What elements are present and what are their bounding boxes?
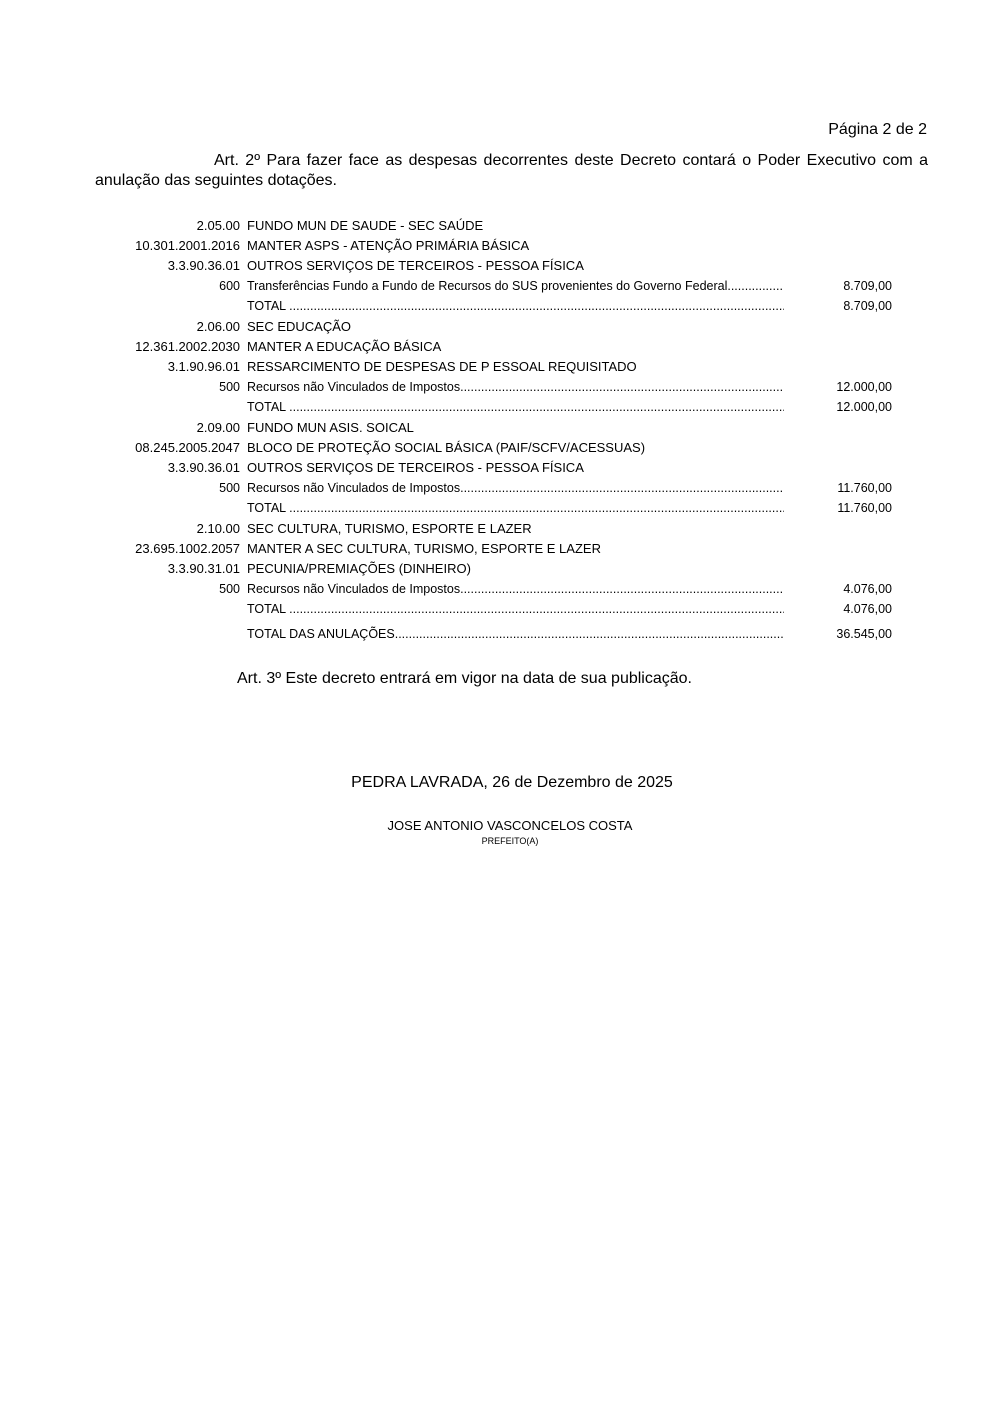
source-row (95, 579, 895, 599)
element-row (95, 256, 895, 276)
element-code: 3.3.90.36.01 (167, 460, 240, 475)
element-row (95, 458, 895, 478)
total-row (95, 498, 895, 519)
total-amount: 12.000,00 (836, 400, 892, 414)
source-code: 500 (219, 582, 240, 596)
unit-name: SEC EDUCAÇÃO (247, 319, 352, 334)
element-row (95, 357, 895, 377)
program-code: 12.361.2002.2030 (135, 339, 240, 354)
program-name: MANTER ASPS - ATENÇÃO PRIMÁRIA BÁSICA (247, 238, 530, 253)
unit-row (95, 216, 895, 236)
element-code: 3.1.90.96.01 (167, 359, 240, 374)
page-number: Página 2 de 2 (828, 121, 927, 138)
program-code: 10.301.2001.2016 (135, 238, 240, 253)
element-name: OUTROS SERVIÇOS DE TERCEIROS - PESSOA FÍSICA (247, 258, 584, 273)
total-row (95, 599, 895, 620)
grand-total-amount: 36.545,00 (836, 627, 892, 641)
annulment-table (95, 216, 895, 644)
element-name: PECUNIA/PREMIAÇÕES (DINHEIRO) (247, 561, 471, 576)
total-label: TOTAL ..... (247, 397, 784, 417)
total-row (95, 296, 895, 317)
total-label: TOTAL ..... (247, 599, 784, 619)
unit-code: 2.09.00 (196, 420, 240, 435)
unit-row (95, 317, 895, 337)
unit-name: SEC CULTURA, TURISMO, ESPORTE E LAZER (247, 521, 532, 536)
grand-total-row (95, 624, 895, 644)
program-code: 23.695.1002.2057 (135, 541, 240, 556)
signer-role: PREFEITO(A) (481, 836, 539, 846)
signer-name: JOSE ANTONIO VASCONCELOS COSTA (387, 818, 633, 833)
place-date: PEDRA LAVRADA, 26 de Dezembro de 2025 (351, 774, 673, 791)
program-row (95, 236, 895, 256)
program-name: MANTER A EDUCAÇÃO BÁSICA (247, 339, 442, 354)
source-name: Recursos não Vinculados de Impostos ..... (247, 579, 784, 599)
element-code: 3.3.90.31.01 (167, 561, 240, 576)
source-row (95, 276, 895, 296)
source-code: 600 (219, 279, 240, 293)
article-2-paragraph: Art. 2º Para fazer face as despesas decorrentes deste Decreto contará o Poder Executivo com a anulação das seguintes dotações. (95, 152, 928, 189)
source-code: 500 (219, 380, 240, 394)
source-amount: 4.076,00 (843, 582, 892, 596)
source-amount: 11.760,00 (837, 481, 892, 495)
total-amount: 4.076,00 (843, 602, 892, 616)
program-name: MANTER A SEC CULTURA, TURISMO, ESPORTE E LAZER (247, 541, 601, 556)
source-code: 500 (219, 481, 240, 495)
source-name: Transferências Fundo a Fundo de Recursos do SUS provenientes do Governo Federal ..... (247, 276, 784, 296)
program-row (95, 539, 895, 559)
source-row (95, 478, 895, 498)
unit-row (95, 418, 895, 438)
unit-name: FUNDO MUN ASIS. SOICAL (247, 420, 414, 435)
grand-total-label: TOTAL DAS ANULAÇÕES ..... (247, 624, 784, 644)
element-code: 3.3.90.36.01 (167, 258, 240, 273)
total-amount: 8.709,00 (843, 299, 892, 313)
total-label: TOTAL ..... (247, 498, 784, 518)
article-3-paragraph: Art. 3º Este decreto entrará em vigor na data de sua publicação. (237, 670, 692, 687)
source-row (95, 377, 895, 397)
element-name: RESSARCIMENTO DE DESPESAS DE P ESSOAL REQUISITADO (247, 359, 637, 374)
element-name: OUTROS SERVIÇOS DE TERCEIROS - PESSOA FÍSICA (247, 460, 584, 475)
program-row (95, 438, 895, 458)
program-row (95, 337, 895, 357)
total-row (95, 397, 895, 418)
unit-name: FUNDO MUN DE SAUDE - SEC SAÚDE (247, 218, 484, 233)
source-amount: 12.000,00 (836, 380, 892, 394)
unit-code: 2.05.00 (196, 218, 240, 233)
source-name: Recursos não Vinculados de Impostos ..... (247, 377, 784, 397)
unit-row (95, 519, 895, 539)
unit-code: 2.10.00 (196, 521, 240, 536)
element-row (95, 559, 895, 579)
source-name: Recursos não Vinculados de Impostos ..... (247, 478, 784, 498)
total-amount: 11.760,00 (837, 501, 892, 515)
program-name: BLOCO DE PROTEÇÃO SOCIAL BÁSICA (PAIF/SCFV/ACESSUAS) (247, 440, 646, 455)
program-code: 08.245.2005.2047 (135, 440, 240, 455)
source-amount: 8.709,00 (843, 279, 892, 293)
unit-code: 2.06.00 (196, 319, 240, 334)
total-label: TOTAL ..... (247, 296, 784, 316)
